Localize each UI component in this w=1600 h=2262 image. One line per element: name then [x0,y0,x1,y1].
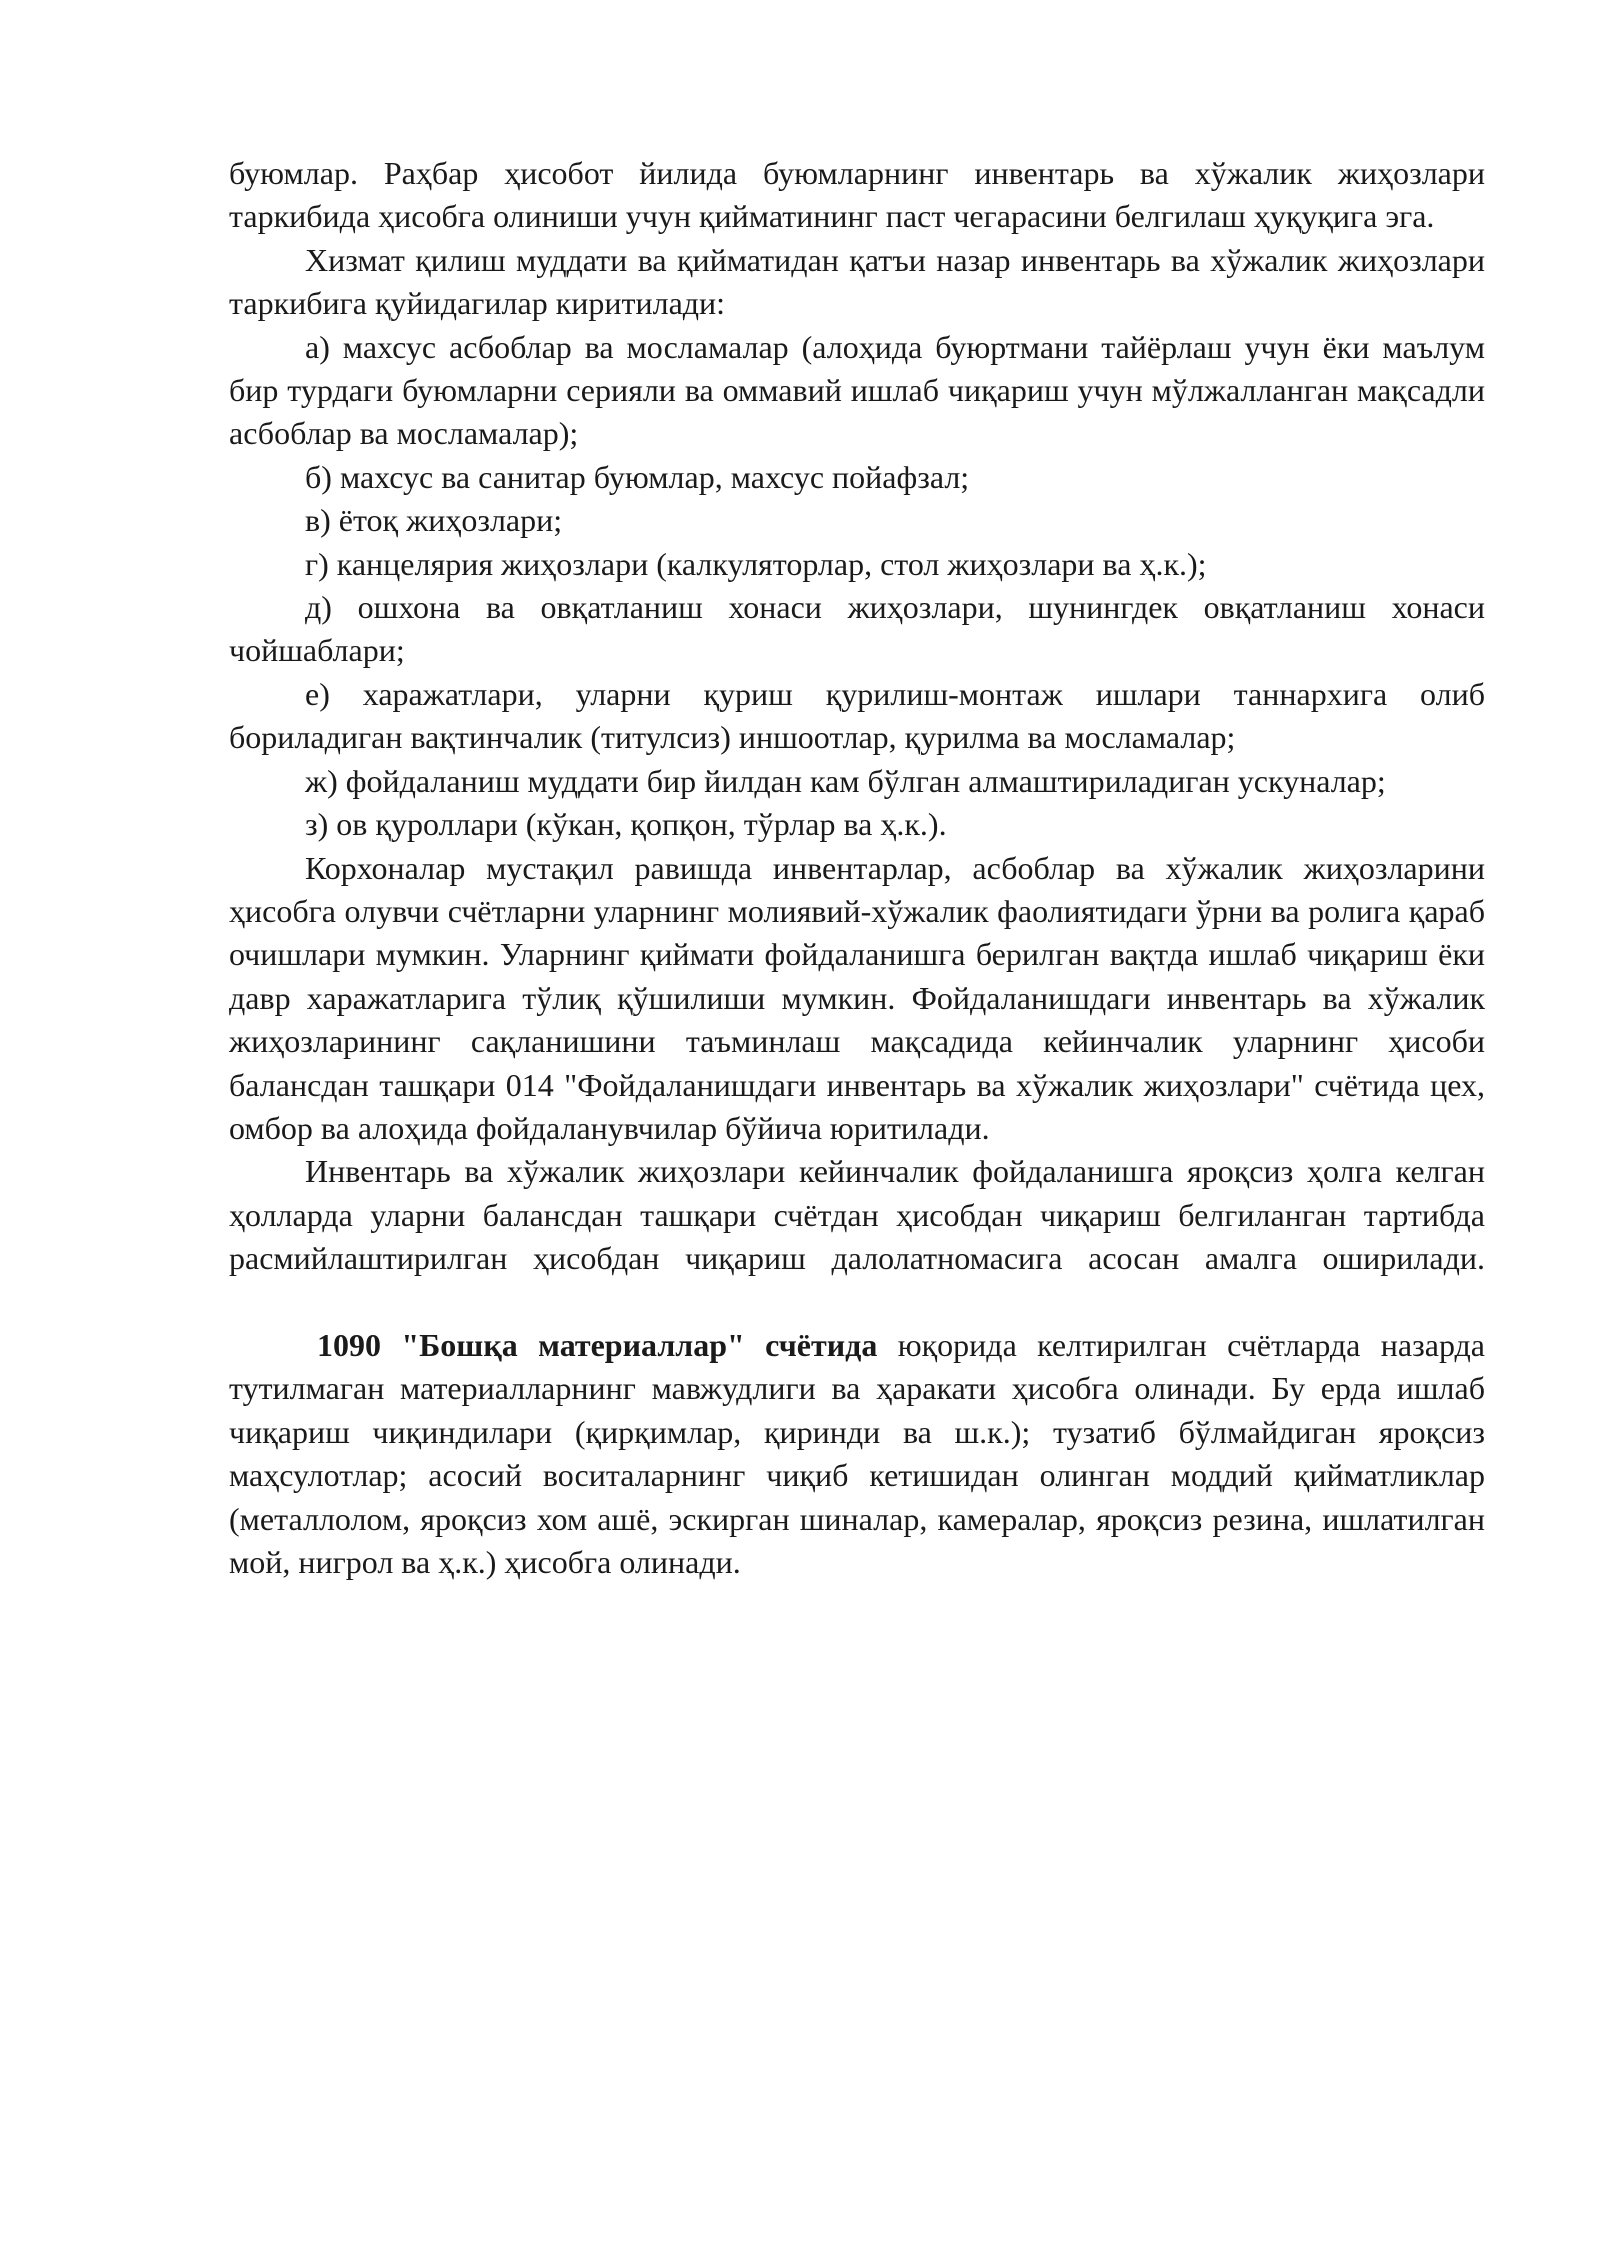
document-page [229,152,1485,1584]
account-heading: 1090 "Бошқа материаллар" счётида [317,1326,878,1363]
list-item-g: г) канцелярия жиҳозлари (калкуляторлар, стол жиҳозлари ва ҳ.к.); [305,545,1207,582]
list-item-v: в) ётоқ жиҳозлари; [305,502,563,539]
list-item-z: з) ов қуроллари (кўкан, қопқон, тўрлар ва ҳ.к.). [305,806,947,843]
paragraph-1: буюмлар. Раҳбар ҳисобот йилида буюмларнинг инвентарь ва хўжалик жиҳозлари таркибида ҳисобга олиниши учун қийматининг паст чегарасини белгилаш ҳуқуқига эга. [229,155,1485,235]
account-description: юқорида келтирилган счётларда назарда тутилмаган материалларнинг мавжудлиги ва ҳаракати ҳисобга олинади. Бу ерда ишлаб чиқариш чиқиндилари (қирқимлар, қиринди ва ш.к.); тузатиб бўлмайдиган яроқсиз маҳсулотлар; асосий воситаларнинг чиқиб кетишидан олинган моддий қийматликлар (металлолом, яроқсиз хом ашё, эскирган шиналар, камералар, яроқсиз резина, ишлатилган мой, нигрол ва ҳ.к.) ҳисобга олинади. [229,1326,1486,1580]
list-item-b: б) махсус ва санитар буюмлар, махсус пойафзал; [305,458,970,495]
list-item-d: д) ошхона ва овқатланиш хонаси жиҳозлари, шунингдек овқатланиш хонаси чойшаблари; [229,589,1485,669]
paragraph-2: Хизмат қилиш муддати ва қийматидан қатъи назар инвентарь ва хўжалик жиҳозлари таркибига қуйидагилар киритилади: [229,241,1485,322]
list-item-e: е) харажатлари, уларни қуриш қурилиш-монтаж ишлари таннархига олиб бориладиган вақтинчалик (титулсиз) иншоотлар, қурилма ва мосламалар; [229,675,1485,756]
blank-line [229,1281,1485,1324]
paragraph-write-off: Инвентарь ва хўжалик жиҳозлари кейинчалик фойдаланишга яроқсиз ҳолга келган ҳолларда уларни балансдан ташқари счётдан ҳисобдан чиқариш белгиланган тартибда расмийлаштирилган ҳисобдан чиқариш далолатномасига асосан амалга оширилади. [229,1153,1485,1277]
paragraph-account-1090 [229,1324,1485,1584]
list-item-zh: ж) фойдаланиш муддати бир йилдан кам бўлган алмаштириладиган ускуналар; [305,762,1386,799]
paragraph-enterprises: Корхоналар мустақил равишда инвентарлар, асбоблар ва хўжалик жиҳозларини ҳисобга олувчи счётларни уларнинг молиявий-хўжалик фаолиятидаги ўрни ва ролига қараб очишлари мумкин. Уларнинг қиймати фойдаланишга берилган вақтда ишлаб чиқариш ёки давр харажатларига тўлиқ қўшилиши мумкин. Фойдаланишдаги инвентарь ва хўжалик жиҳозларининг сақланишини таъминлаш мақсадида кейинчалик уларнинг ҳисоби балансдан ташқари 014 "Фойдаланишдаги инвентарь ва хўжалик жиҳозлари" счётида цех, омбор ва алоҳида фойдаланувчилар бўйича юритилади. [229,849,1485,1146]
list-item-a: а) махсус асбоблар ва мосламалар (алоҳида буюртмани тайёрлаш учун ёки маълум бир турдаги буюмларни серияли ва оммавий ишлаб чиқариш учун мўлжалланган мақсадли асбоблар ва мосламалар); [229,328,1485,452]
